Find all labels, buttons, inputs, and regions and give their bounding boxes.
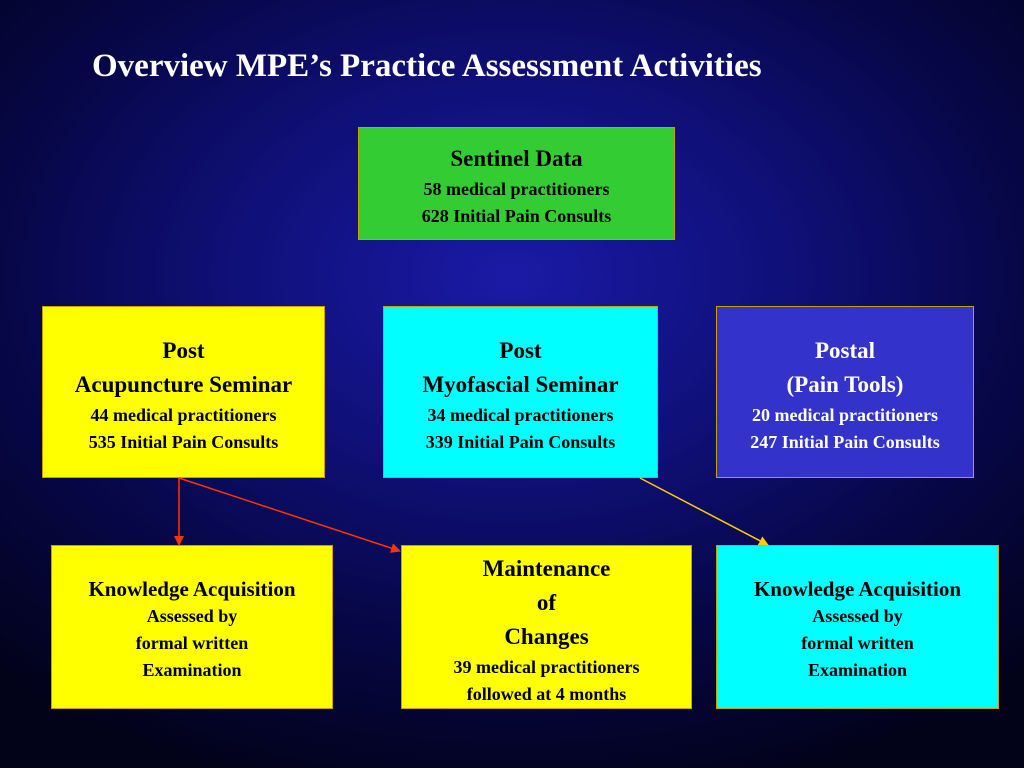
knowledge-left-line3: Examination	[142, 660, 242, 680]
maintenance-heading-line3: Changes	[504, 624, 589, 649]
arrow-myofascial-to-knowledge	[640, 478, 768, 545]
arrow-acupuncture-to-maintenance	[179, 478, 400, 551]
sentinel-heading: Sentinel Data	[450, 146, 583, 171]
postal-heading-line1: Postal	[814, 338, 876, 363]
myofascial-heading-line1: Post	[499, 338, 542, 363]
maintenance-heading-line2: of	[536, 590, 557, 615]
slide-title: Overview MPE’s Practice Assessment Activities	[92, 48, 762, 84]
knowledge-left-line2: formal written	[135, 633, 249, 653]
postal-practitioners: 20 medical practitioners	[752, 405, 938, 425]
sentinel-practitioners: 58 medical practitioners	[423, 179, 610, 199]
postal-consults: 247 Initial Pain Consults	[750, 432, 940, 452]
knowledge-right-line2: formal written	[801, 633, 914, 653]
knowledge-right-heading: Knowledge Acquisition	[753, 577, 962, 601]
sentinel-consults: 628 Initial Pain Consults	[421, 206, 612, 226]
acupuncture-heading-line2: Acupuncture Seminar	[74, 372, 293, 397]
myofascial-practitioners: 34 medical practitioners	[427, 405, 614, 425]
maintenance-practitioners: 39 medical practitioners	[453, 657, 640, 677]
knowledge-right-line1: Assessed by	[812, 606, 903, 626]
acupuncture-heading-line1: Post	[162, 338, 205, 363]
knowledge-left-line1: Assessed by	[146, 606, 238, 626]
myofascial-heading-line2: Myofascial Seminar	[422, 372, 619, 397]
maintenance-followup: followed at 4 months	[466, 684, 627, 704]
maintenance-heading-line1: Maintenance	[482, 556, 611, 581]
acupuncture-practitioners: 44 medical practitioners	[90, 405, 277, 425]
knowledge-right-line3: Examination	[807, 660, 908, 680]
knowledge-left-heading: Knowledge Acquisition	[88, 577, 296, 601]
myofascial-consults: 339 Initial Pain Consults	[425, 432, 616, 452]
acupuncture-consults: 535 Initial Pain Consults	[88, 432, 279, 452]
postal-heading-line2: (Pain Tools)	[786, 372, 904, 397]
